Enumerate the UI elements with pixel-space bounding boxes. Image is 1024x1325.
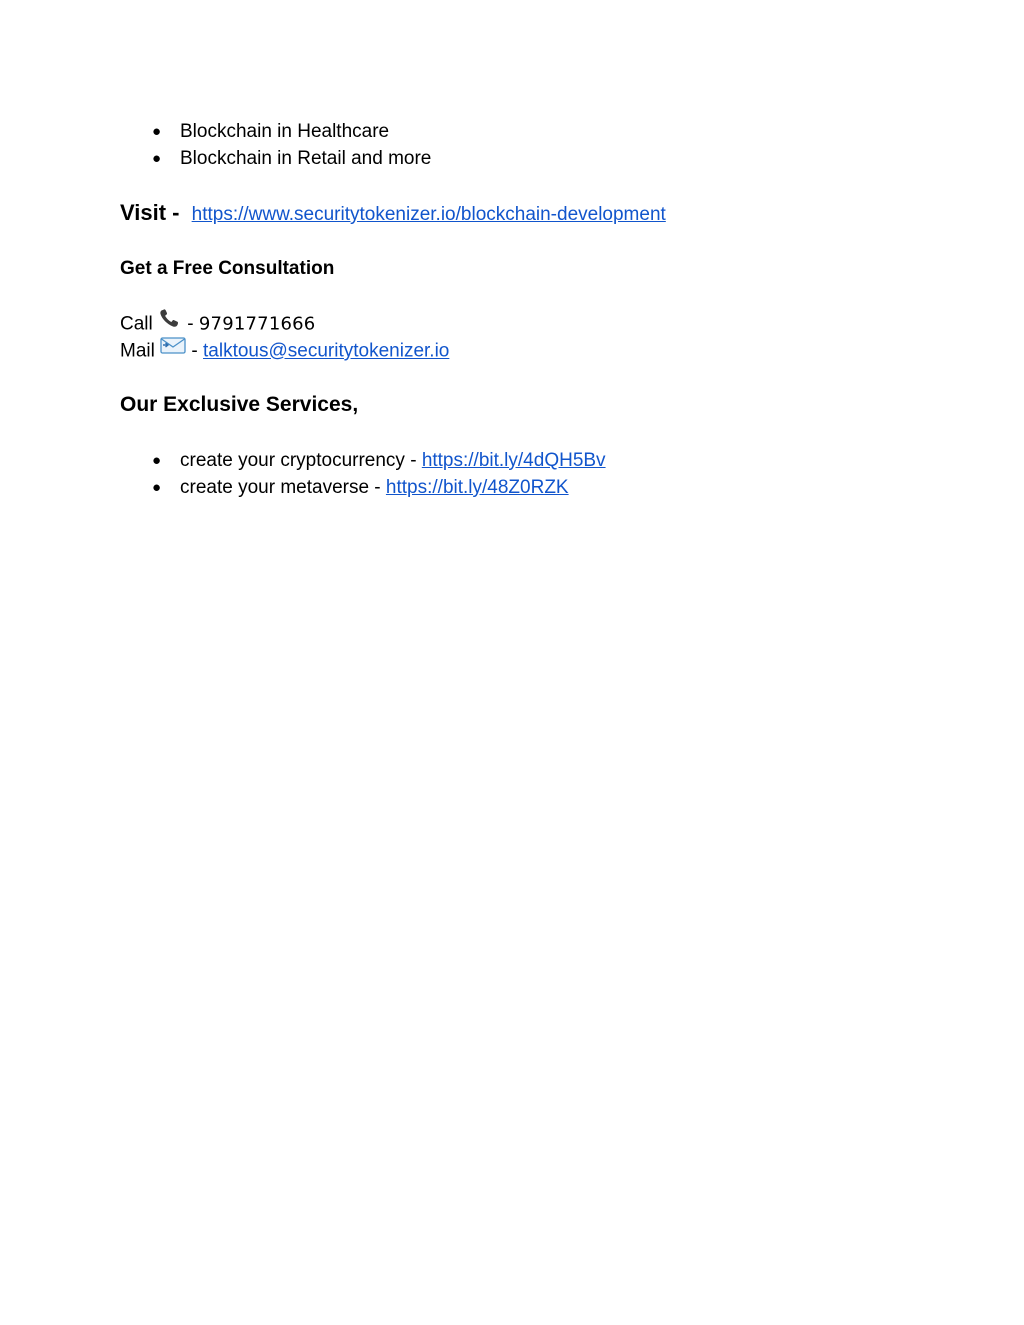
list-item-text <box>180 474 569 501</box>
mail-label: Mail <box>120 340 155 362</box>
visit-line <box>120 198 666 228</box>
visit-link[interactable]: https://www.securitytokenizer.io/blockchain-development <box>191 204 666 225</box>
list-item-text: Blockchain in Retail and more <box>180 148 432 169</box>
phone-number: 9791771666 <box>198 313 316 335</box>
list-item-text <box>180 447 606 474</box>
call-line <box>120 309 315 337</box>
bullet-marker: ● <box>152 150 162 167</box>
email-link[interactable]: talktous@securitytokenizer.io <box>203 340 450 362</box>
mail-separator: - <box>186 340 204 362</box>
telephone-receiver-icon <box>158 307 182 338</box>
call-label: Call <box>120 313 153 335</box>
visit-label: Visit - <box>120 200 186 225</box>
services-heading: Our Exclusive Services, <box>120 393 359 416</box>
service-label: create your metaverse - <box>180 477 386 498</box>
service-link-metaverse[interactable]: https://bit.ly/48Z0RZK <box>385 477 569 498</box>
incoming-envelope-icon <box>160 335 186 364</box>
service-label: create your cryptocurrency - <box>180 450 422 471</box>
mail-line <box>120 337 449 365</box>
list-item-text: Blockchain in Healthcare <box>180 121 390 142</box>
consultation-heading: Get a Free Consultation <box>120 258 335 279</box>
bullet-marker: ● <box>152 123 162 140</box>
bullet-marker: ● <box>152 479 162 496</box>
call-separator: - <box>182 313 199 335</box>
bullet-marker: ● <box>152 452 162 469</box>
service-link-cryptocurrency[interactable]: https://bit.ly/4dQH5Bv <box>421 450 606 471</box>
